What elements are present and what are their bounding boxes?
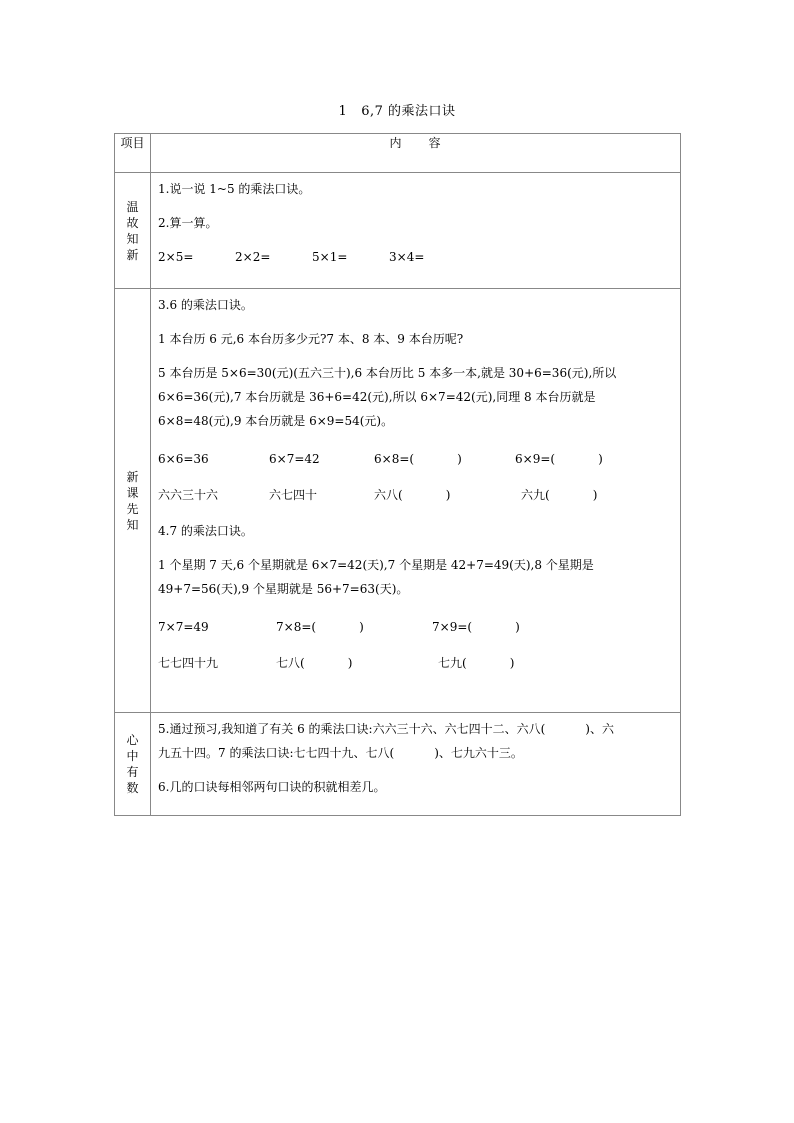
question-6: 6.几的口诀每相邻两句口诀的积就相差几。: [158, 780, 386, 794]
question-4-explain: 49+7=56(天),9 个星期就是 56+7=63(天)。: [158, 582, 409, 596]
section-content-review: [151, 173, 681, 289]
calc-item: 2×5=: [158, 250, 194, 264]
header-content-a: 内: [389, 136, 403, 150]
equation: 7×7=49: [158, 620, 209, 634]
title-number: 1: [338, 104, 348, 119]
section-content-summary: [151, 713, 681, 816]
question-5-line-2: 九五十四。7 的乘法口诀:七七四十九、七八( )、七九六十三。: [158, 746, 523, 760]
question-1: 1.说一说 1~5 的乘法口诀。: [158, 182, 311, 196]
equation-blank: 7×9=( ): [432, 620, 520, 634]
header-item: 项目: [115, 134, 151, 173]
calc-item: 3×4=: [389, 250, 425, 264]
rhyme-blank: 六九( ): [521, 488, 598, 502]
header-content-b: 容: [428, 136, 442, 150]
table-header-row: [115, 134, 681, 173]
rhyme-blank: 六八( ): [374, 488, 451, 502]
seven-equations-row: [158, 617, 674, 637]
page-title: [0, 100, 794, 119]
equation-blank: 7×8=( ): [276, 620, 364, 634]
question-2: 2.算一算。: [158, 216, 218, 230]
equation: 6×7=42: [269, 452, 320, 466]
rhyme: 六七四十: [269, 488, 318, 502]
six-rhymes-row: [158, 485, 674, 505]
question-5-line-1: 5.通过预习,我知道了有关 6 的乘法口诀:六六三十六、六七四十二、六八( )、六: [158, 722, 614, 736]
question-3-explain: 6×8=48(元),9 本台历就是 6×9=54(元)。: [158, 414, 394, 428]
question-3-prompt: 1 本台历 6 元,6 本台历多少元?7 本、8 本、9 本台历呢?: [158, 332, 464, 346]
rhyme-blank: 七九( ): [438, 656, 515, 670]
rhyme: 六六三十六: [158, 488, 219, 502]
equation-blank: 6×9=( ): [515, 452, 603, 466]
question-4: 4.7 的乘法口诀。: [158, 524, 253, 538]
question-3: 3.6 的乘法口诀。: [158, 298, 253, 312]
six-equations-row: [158, 449, 674, 469]
seven-rhymes-row: [158, 653, 674, 673]
rhyme-blank: 七八( ): [276, 656, 353, 670]
equation-blank: 6×8=( ): [374, 452, 462, 466]
title-text: 6,7 的乘法口诀: [361, 104, 456, 119]
question-4-explain: 1 个星期 7 天,6 个星期就是 6×7=42(天),7 个星期是 42+7=49(天),8 个星期是: [158, 558, 594, 572]
calc-item: 5×1=: [312, 250, 348, 264]
section-label-preview: 新 课 先 知: [115, 289, 151, 713]
header-content: [151, 134, 681, 173]
section-review: [115, 173, 681, 289]
question-3-explain: 6×6=36(元),7 本台历就是 36+6=42(元),所以 6×7=42(元),同理 8 本台历就是: [158, 390, 596, 404]
rhyme: 七七四十九: [158, 656, 219, 670]
calc-item: 2×2=: [235, 250, 271, 264]
section-summary: [115, 713, 681, 816]
section-preview: [115, 289, 681, 713]
equation: 6×6=36: [158, 452, 209, 466]
section-label-review: 温 故 知 新: [115, 173, 151, 289]
calc-row: [158, 247, 674, 267]
question-3-explain: 5 本台历是 5×6=30(元)(五六三十),6 本台历比 5 本多一本,就是 30+6=36(元),所以: [158, 366, 617, 380]
section-label-summary: 心 中 有 数: [115, 713, 151, 816]
section-content-preview: [151, 289, 681, 713]
lesson-table: [114, 133, 681, 816]
